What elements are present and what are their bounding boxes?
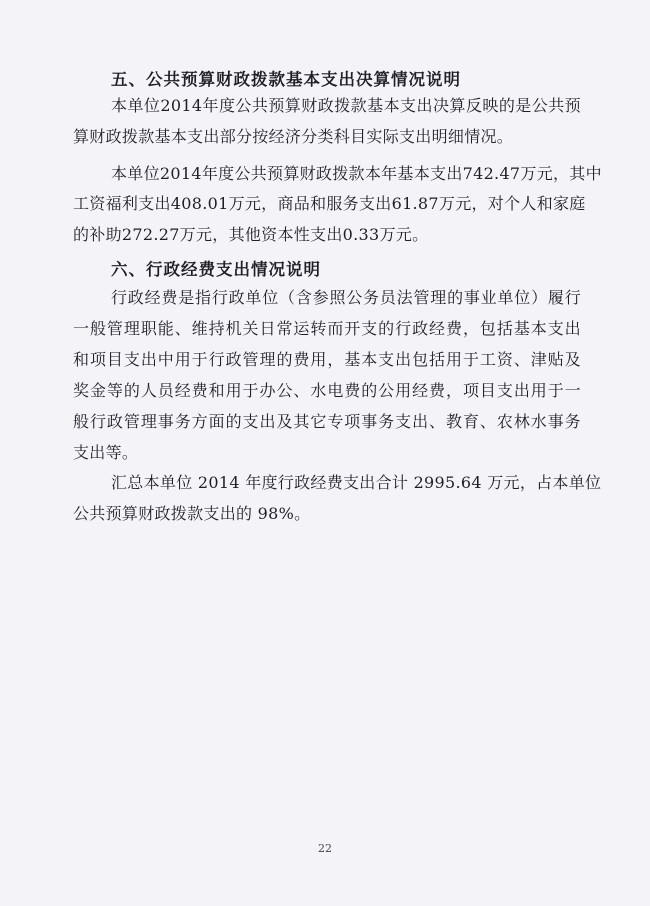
section-5-para-1-line-2: 算财政拨款基本支出部分按经济分类科目实际支出明细情况。 [73,127,514,146]
section-6-para-2-line-1: 汇总本单位 2014 年度行政经费支出合计 2995.64 万元，占本单位 [111,473,602,492]
section-6-para-1-line-6: 支出等。 [73,443,139,462]
section-6-heading: 六、行政经费支出情况说明 [111,260,321,279]
section-5-para-2-line-3: 的补助272.27万元，其他资本性支出0.33万元。 [73,225,429,244]
section-6-para-1-line-2: 一般管理职能、维持机关日常运转而开支的行政经费，包括基本支出 [73,319,581,338]
section-5-heading: 五、公共预算财政拨款基本支出决算情况说明 [111,70,461,89]
section-6-para-1-line-4: 奖金等的人员经费和用于办公、水电费的公用经费，项目支出用于一 [73,381,581,400]
section-6-para-1-line-3: 和项目支出中用于行政管理的费用，基本支出包括用于工资、津贴及 [73,350,581,369]
section-5-para-2-line-1: 本单位2014年度公共预算财政拨款本年基本支出742.47万元，其中 [111,164,602,183]
section-5-para-1-line-1: 本单位2014年度公共预算财政拨款基本支出决算反映的是公共预 [111,96,581,115]
section-6-para-2-line-2: 公共预算财政拨款支出的 98%。 [73,504,311,523]
section-6-para-1-line-1: 行政经费是指行政单位（含参照公务员法管理的事业单位）履行 [111,288,581,307]
section-6-para-1-line-5: 般行政管理事务方面的支出及其它专项事务支出、教育、农林水事务 [73,412,581,431]
section-5-para-2-line-2: 工资福利支出408.01万元，商品和服务支出61.87万元，对个人和家庭 [73,194,586,213]
page-number: 22 [318,842,332,855]
